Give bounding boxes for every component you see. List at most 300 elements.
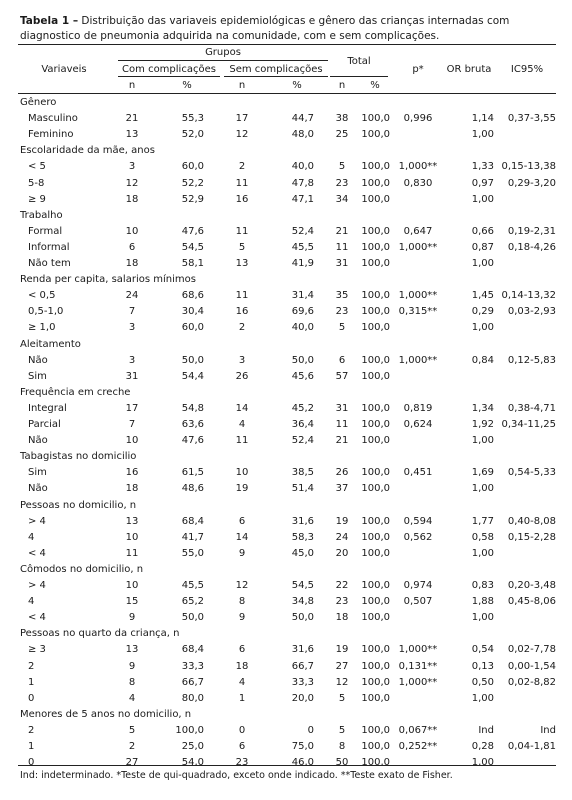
cell-label: < 0,5 <box>28 290 56 302</box>
cell-or-bruta: 0,29 <box>471 306 494 318</box>
cell-sem-n: 26 <box>235 370 249 382</box>
cell-total-n: 38 <box>335 113 349 125</box>
cell-sem-pct: 58,3 <box>291 531 314 543</box>
cell-com-pct: 80,0 <box>181 692 204 704</box>
cell-sem-pct: 48,0 <box>291 129 314 141</box>
cell-com-n: 12 <box>125 177 139 189</box>
cell-com-n: 15 <box>125 596 139 608</box>
cell-total-pct: 100,0 <box>361 435 390 447</box>
sem-rule <box>224 76 328 77</box>
cell-total-pct: 100,0 <box>361 531 390 543</box>
cell-label: 2 <box>28 660 35 672</box>
cell-total-pct: 100,0 <box>361 113 390 125</box>
section-title: Escolaridade da mãe, anos <box>20 145 155 157</box>
section-title: Cômodos no domicilio, n <box>20 563 144 575</box>
cell-or-bruta: 0,58 <box>471 531 494 543</box>
cell-total-pct: 100,0 <box>361 129 390 141</box>
header-com-pct: % <box>182 80 192 91</box>
cell-sem-n: 8 <box>238 596 246 608</box>
cell-com-pct: 61,5 <box>181 467 204 479</box>
cell-total-pct: 100,0 <box>361 692 390 704</box>
cell-sem-n: 11 <box>235 225 249 237</box>
cell-total-pct: 100,0 <box>361 241 390 253</box>
cell-or-bruta: 1,88 <box>471 596 494 608</box>
cell-sem-pct: 47,1 <box>291 193 314 205</box>
cell-com-pct: 55,0 <box>181 547 204 559</box>
cell-label: 4 <box>28 531 35 543</box>
cell-sem-pct: 41,9 <box>291 258 314 269</box>
cell-label: > 4 <box>28 515 46 527</box>
cell-sem-pct: 38,5 <box>291 467 314 479</box>
cell-total-pct: 100,0 <box>361 306 390 318</box>
cell-total-n: 57 <box>335 370 349 382</box>
cell-com-n: 8 <box>128 676 136 688</box>
cell-p-value: 0,131** <box>398 660 438 672</box>
cell-or-bruta: 0,28 <box>471 741 494 752</box>
cell-com-pct: 54,4 <box>181 370 204 382</box>
cell-com-pct: 52,0 <box>181 129 204 141</box>
cell-label: Não <box>28 483 48 495</box>
cell-sem-n: 9 <box>238 612 246 624</box>
cell-label: ≥ 1,0 <box>28 322 56 334</box>
cell-total-n: 21 <box>335 225 349 237</box>
cell-sem-pct: 45,6 <box>291 370 314 382</box>
cell-or-bruta: 1,00 <box>471 435 494 447</box>
cell-com-n: 11 <box>125 547 139 559</box>
cell-com-n: 24 <box>125 290 139 302</box>
cell-com-n: 27 <box>125 757 139 769</box>
table-footnote: Ind: indeterminado. *Teste de qui-quadrado, exceto onde indicado. **Teste exato de Fisher. <box>20 770 453 781</box>
section-title: Frequência em creche <box>20 386 131 398</box>
cell-total-n: 5 <box>338 692 346 704</box>
cell-total-n: 35 <box>335 290 349 302</box>
section-title: Gênero <box>20 97 57 108</box>
cell-ic95: 0,00-1,54 <box>507 660 556 672</box>
cell-total-n: 19 <box>335 644 349 656</box>
header-total-n: n <box>338 80 346 91</box>
cell-sem-n: 11 <box>235 290 249 302</box>
cell-or-bruta: 0,13 <box>471 660 494 672</box>
cell-total-pct: 100,0 <box>361 596 390 608</box>
cell-total-pct: 100,0 <box>361 419 390 430</box>
cell-com-n: 16 <box>125 467 139 479</box>
cell-sem-n: 6 <box>238 515 246 527</box>
cell-label: Não <box>28 435 48 447</box>
cell-or-bruta: 1,92 <box>471 419 494 430</box>
total-rule <box>330 76 388 77</box>
cell-total-pct: 100,0 <box>361 354 390 366</box>
cell-p-value: 1,000** <box>398 290 438 302</box>
cell-com-pct: 55,3 <box>181 113 204 125</box>
cell-or-bruta: 1,00 <box>471 258 494 269</box>
cell-label: Masculino <box>28 113 78 125</box>
cell-p-value: 1,000** <box>398 354 438 366</box>
com-rule <box>118 76 220 77</box>
cell-sem-n: 19 <box>235 483 249 495</box>
cell-sem-pct: 0 <box>307 724 314 736</box>
header-variaveis: Variaveis <box>41 64 87 75</box>
cell-label: Formal <box>28 225 63 237</box>
cell-com-n: 17 <box>125 402 139 414</box>
cell-sem-pct: 31,4 <box>291 290 314 302</box>
cell-sem-pct: 45,0 <box>291 547 314 559</box>
cell-com-pct: 68,4 <box>181 515 204 527</box>
cell-com-pct: 60,0 <box>181 322 204 334</box>
cell-total-n: 22 <box>335 580 349 591</box>
cell-total-n: 5 <box>338 322 346 334</box>
cell-com-pct: 63,6 <box>181 419 204 430</box>
cell-sem-n: 16 <box>235 306 249 318</box>
cell-or-bruta: 0,84 <box>471 354 494 366</box>
cell-sem-n: 2 <box>238 322 246 334</box>
cell-com-pct: 52,2 <box>181 177 204 189</box>
cell-com-n: 13 <box>125 515 139 527</box>
cell-p-value: 1,000** <box>398 676 438 688</box>
cell-com-n: 10 <box>125 435 139 447</box>
cell-com-n: 10 <box>125 580 139 591</box>
cell-total-n: 21 <box>335 435 349 447</box>
cell-total-n: 31 <box>335 258 349 269</box>
cell-sem-n: 18 <box>235 660 249 672</box>
cell-sem-pct: 20,0 <box>291 692 314 704</box>
cell-com-n: 31 <box>125 370 139 382</box>
section-title: Pessoas no quarto da criança, n <box>20 628 180 640</box>
cell-total-n: 11 <box>335 241 349 253</box>
cell-total-n: 27 <box>335 660 349 672</box>
cell-p-value: 0,819 <box>403 402 433 414</box>
cell-total-pct: 100,0 <box>361 660 390 672</box>
table-caption-label: Tabela 1 – <box>20 15 79 27</box>
section-title: Tabagistas no domicilio <box>20 451 137 463</box>
cell-sem-pct: 50,0 <box>291 612 314 624</box>
header-sem-pct: % <box>292 80 302 91</box>
cell-total-pct: 100,0 <box>361 741 390 752</box>
cell-sem-n: 3 <box>238 354 246 366</box>
cell-sem-pct: 51,4 <box>291 483 314 495</box>
cell-sem-n: 17 <box>235 113 249 125</box>
cell-sem-pct: 50,0 <box>291 354 314 366</box>
cell-ic95: 0,04-1,81 <box>507 741 556 752</box>
cell-total-n: 50 <box>335 757 349 769</box>
cell-p-value: 0,624 <box>403 419 433 430</box>
cell-label: < 4 <box>28 612 46 624</box>
cell-or-bruta: 0,54 <box>471 644 494 656</box>
cell-sem-pct: 34,8 <box>291 596 314 608</box>
cell-total-pct: 100,0 <box>361 580 390 591</box>
cell-com-pct: 47,6 <box>181 435 204 447</box>
cell-com-n: 13 <box>125 644 139 656</box>
cell-ic95: 0,02-8,82 <box>507 676 556 688</box>
cell-label: 4 <box>28 596 35 608</box>
cell-or-bruta: 1,00 <box>471 193 494 205</box>
cell-com-n: 3 <box>128 354 136 366</box>
cell-label: Feminino <box>28 129 74 141</box>
cell-total-n: 25 <box>335 129 349 141</box>
cell-or-bruta: 1,00 <box>471 547 494 559</box>
cell-or-bruta: 0,87 <box>471 241 494 253</box>
cell-total-n: 12 <box>335 676 349 688</box>
cell-com-pct: 54,8 <box>181 402 204 414</box>
cell-sem-n: 14 <box>235 402 249 414</box>
cell-sem-n: 12 <box>235 129 249 141</box>
cell-com-pct: 65,2 <box>181 596 204 608</box>
cell-p-value: 0,451 <box>403 467 433 479</box>
cell-label: < 5 <box>28 161 46 173</box>
cell-ic95: 0,15-13,38 <box>501 161 556 173</box>
cell-ic95: 0,29-3,20 <box>507 177 556 189</box>
cell-total-n: 20 <box>335 547 349 559</box>
cell-total-n: 5 <box>338 724 346 736</box>
cell-total-pct: 100,0 <box>361 757 390 769</box>
cell-ic95: 0,12-5,83 <box>507 354 556 366</box>
cell-p-value: 0,594 <box>403 515 433 527</box>
cell-com-n: 18 <box>125 258 139 269</box>
header-total: Total <box>347 56 371 67</box>
cell-com-n: 4 <box>128 692 136 704</box>
cell-sem-pct: 31,6 <box>291 515 314 527</box>
section-title: Renda per capita, salarios mínimos <box>20 274 196 286</box>
cell-p-value: 0,830 <box>403 177 433 189</box>
table-bottom-rule <box>18 765 556 766</box>
cell-sem-pct: 45,2 <box>291 402 314 414</box>
cell-total-n: 11 <box>335 419 349 430</box>
cell-com-pct: 52,9 <box>181 193 204 205</box>
cell-p-value: 1,000** <box>398 644 438 656</box>
cell-sem-pct: 44,7 <box>291 113 314 125</box>
cell-sem-n: 1 <box>238 692 246 704</box>
cell-com-n: 18 <box>125 483 139 495</box>
header-or: OR bruta <box>446 64 492 75</box>
cell-total-pct: 100,0 <box>361 177 390 189</box>
cell-com-n: 6 <box>128 241 136 253</box>
cell-sem-n: 4 <box>238 676 246 688</box>
cell-or-bruta: 1,14 <box>471 113 494 125</box>
cell-ic95: 0,37-3,55 <box>507 113 556 125</box>
cell-label: Sim <box>28 467 47 479</box>
cell-or-bruta: 0,83 <box>471 580 494 591</box>
cell-com-pct: 100,0 <box>175 724 204 736</box>
cell-ic95: 0,40-8,08 <box>507 515 556 527</box>
cell-total-pct: 100,0 <box>361 724 390 736</box>
cell-sem-pct: 46,0 <box>291 757 314 769</box>
cell-or-bruta: 1,00 <box>471 129 494 141</box>
cell-sem-pct: 40,0 <box>291 161 314 173</box>
cell-sem-pct: 69,6 <box>291 306 314 318</box>
header-com-complicacoes: Com complicações <box>122 64 216 75</box>
cell-sem-n: 2 <box>238 161 246 173</box>
cell-sem-n: 4 <box>238 419 246 430</box>
cell-com-pct: 33,3 <box>181 660 204 672</box>
cell-or-bruta: 1,69 <box>471 467 494 479</box>
cell-total-n: 23 <box>335 306 349 318</box>
cell-total-n: 23 <box>335 596 349 608</box>
cell-com-pct: 54,5 <box>181 241 204 253</box>
cell-sem-n: 16 <box>235 193 249 205</box>
table-top-rule <box>18 44 556 45</box>
cell-total-pct: 100,0 <box>361 676 390 688</box>
cell-com-n: 9 <box>128 660 136 672</box>
cell-label: < 4 <box>28 547 46 559</box>
cell-com-pct: 54,0 <box>181 757 204 769</box>
cell-sem-pct: 54,5 <box>291 580 314 591</box>
cell-ic95: 0,19-2,31 <box>507 225 556 237</box>
cell-label: Não <box>28 354 48 366</box>
cell-sem-pct: 47,8 <box>291 177 314 189</box>
cell-com-pct: 60,0 <box>181 161 204 173</box>
section-title: Trabalho <box>20 209 63 221</box>
cell-com-pct: 66,7 <box>181 676 204 688</box>
cell-label: 5-8 <box>28 177 45 189</box>
cell-com-pct: 25,0 <box>181 741 204 752</box>
section-title: Menores de 5 anos no domicilio, n <box>20 708 192 720</box>
cell-or-bruta: 1,00 <box>471 612 494 624</box>
cell-sem-pct: 36,4 <box>291 419 314 430</box>
cell-label: > 4 <box>28 580 46 591</box>
cell-com-n: 9 <box>128 612 136 624</box>
cell-p-value: 0,647 <box>403 225 433 237</box>
cell-label: Informal <box>28 241 70 253</box>
cell-com-pct: 47,6 <box>181 225 204 237</box>
header-sem-complicacoes: Sem complicações <box>229 64 323 75</box>
cell-or-bruta: 1,00 <box>471 322 494 334</box>
cell-sem-n: 11 <box>235 177 249 189</box>
cell-com-n: 13 <box>125 129 139 141</box>
cell-total-pct: 100,0 <box>361 483 390 495</box>
cell-sem-pct: 40,0 <box>291 322 314 334</box>
cell-total-pct: 100,0 <box>361 402 390 414</box>
cell-total-n: 5 <box>338 161 346 173</box>
cell-com-pct: 68,6 <box>181 290 204 302</box>
cell-label: 1 <box>28 676 35 688</box>
header-ic: IC95% <box>510 64 544 75</box>
cell-sem-n: 9 <box>238 547 246 559</box>
cell-com-pct: 68,4 <box>181 644 204 656</box>
cell-com-pct: 58,1 <box>181 258 204 269</box>
cell-com-n: 3 <box>128 322 136 334</box>
cell-or-bruta: 1,00 <box>471 692 494 704</box>
cell-p-value: 0,252** <box>398 741 438 752</box>
cell-com-pct: 48,6 <box>181 483 204 495</box>
cell-com-n: 10 <box>125 225 139 237</box>
cell-sem-n: 5 <box>238 241 246 253</box>
cell-total-pct: 100,0 <box>361 161 390 173</box>
cell-or-bruta: 0,50 <box>471 676 494 688</box>
cell-label: ≥ 3 <box>28 644 46 656</box>
cell-ic95: 0,03-2,93 <box>507 306 556 318</box>
cell-total-n: 8 <box>338 741 346 752</box>
cell-ic95: 0,20-3,48 <box>507 580 556 591</box>
cell-sem-n: 6 <box>238 644 246 656</box>
cell-total-n: 26 <box>335 467 349 479</box>
cell-label: 0 <box>28 757 35 769</box>
cell-sem-n: 10 <box>235 467 249 479</box>
cell-total-n: 31 <box>335 402 349 414</box>
cell-p-value: 0,067** <box>398 724 438 736</box>
cell-p-value: 0,996 <box>403 113 433 125</box>
cell-sem-pct: 33,3 <box>291 676 314 688</box>
cell-label: Não tem <box>28 258 71 269</box>
cell-sem-n: 11 <box>235 435 249 447</box>
cell-total-pct: 100,0 <box>361 225 390 237</box>
cell-com-n: 10 <box>125 531 139 543</box>
cell-total-n: 6 <box>338 354 346 366</box>
cell-p-value: 1,000** <box>398 241 438 253</box>
cell-label: Sim <box>28 370 47 382</box>
cell-sem-n: 0 <box>238 724 246 736</box>
cell-total-pct: 100,0 <box>361 644 390 656</box>
cell-or-bruta: 0,97 <box>471 177 494 189</box>
cell-sem-n: 6 <box>238 741 246 752</box>
cell-com-pct: 41,7 <box>181 531 204 543</box>
cell-total-n: 34 <box>335 193 349 205</box>
table-caption <box>20 14 568 43</box>
header-total-pct: % <box>370 80 380 91</box>
cell-sem-pct: 31,6 <box>291 644 314 656</box>
cell-or-bruta: 1,45 <box>471 290 494 302</box>
cell-ic95: Ind <box>540 724 556 736</box>
cell-label: 1 <box>28 741 35 752</box>
cell-ic95: 0,15-2,28 <box>507 531 556 543</box>
cell-label: 0,5-1,0 <box>28 306 64 318</box>
cell-ic95: 0,34-11,25 <box>501 419 556 430</box>
cell-ic95: 0,14-13,32 <box>501 290 556 302</box>
cell-or-bruta: 1,00 <box>471 757 494 769</box>
cell-sem-n: 14 <box>235 531 249 543</box>
cell-ic95: 0,02-7,78 <box>507 644 556 656</box>
cell-sem-n: 23 <box>235 757 249 769</box>
cell-com-n: 18 <box>125 193 139 205</box>
cell-sem-pct: 45,5 <box>291 241 314 253</box>
cell-sem-pct: 52,4 <box>291 435 314 447</box>
cell-p-value: 0,315** <box>398 306 438 318</box>
cell-sem-pct: 52,4 <box>291 225 314 237</box>
cell-total-pct: 100,0 <box>361 515 390 527</box>
cell-total-pct: 100,0 <box>361 258 390 269</box>
cell-p-value: 0,974 <box>403 580 433 591</box>
cell-total-pct: 100,0 <box>361 193 390 205</box>
cell-ic95: 0,38-4,71 <box>507 402 556 414</box>
cell-or-bruta: 1,00 <box>471 483 494 495</box>
cell-sem-pct: 75,0 <box>291 741 314 752</box>
cell-total-n: 19 <box>335 515 349 527</box>
cell-ic95: 0,54-5,33 <box>507 467 556 479</box>
section-title: Aleitamento <box>20 338 81 350</box>
cell-total-n: 18 <box>335 612 349 624</box>
cell-ic95: 0,45-8,06 <box>507 596 556 608</box>
cell-com-pct: 50,0 <box>181 612 204 624</box>
cell-or-bruta: 1,77 <box>471 515 494 527</box>
cell-total-n: 23 <box>335 177 349 189</box>
cell-com-n: 3 <box>128 161 136 173</box>
header-com-n: n <box>128 80 136 91</box>
cell-label: ≥ 9 <box>28 193 46 205</box>
cell-com-pct: 50,0 <box>181 354 204 366</box>
cell-or-bruta: 1,33 <box>471 161 494 173</box>
cell-p-value: 0,507 <box>403 596 433 608</box>
table-caption-text: Distribuição das variaveis epidemiológicas e gênero das crianças internadas com diagnostico de pneumonia adquirida na comunidade, com e sem complicações. <box>20 15 510 42</box>
cell-total-pct: 100,0 <box>361 467 390 479</box>
cell-sem-n: 12 <box>235 580 249 591</box>
cell-com-n: 21 <box>125 113 139 125</box>
cell-p-value: 0,562 <box>403 531 433 543</box>
cell-sem-n: 13 <box>235 258 249 269</box>
cell-label: 0 <box>28 692 35 704</box>
cell-com-n: 5 <box>128 724 136 736</box>
header-sem-n: n <box>238 80 246 91</box>
cell-com-n: 7 <box>128 306 136 318</box>
header-bottom-rule <box>18 93 556 94</box>
cell-sem-pct: 66,7 <box>291 660 314 672</box>
